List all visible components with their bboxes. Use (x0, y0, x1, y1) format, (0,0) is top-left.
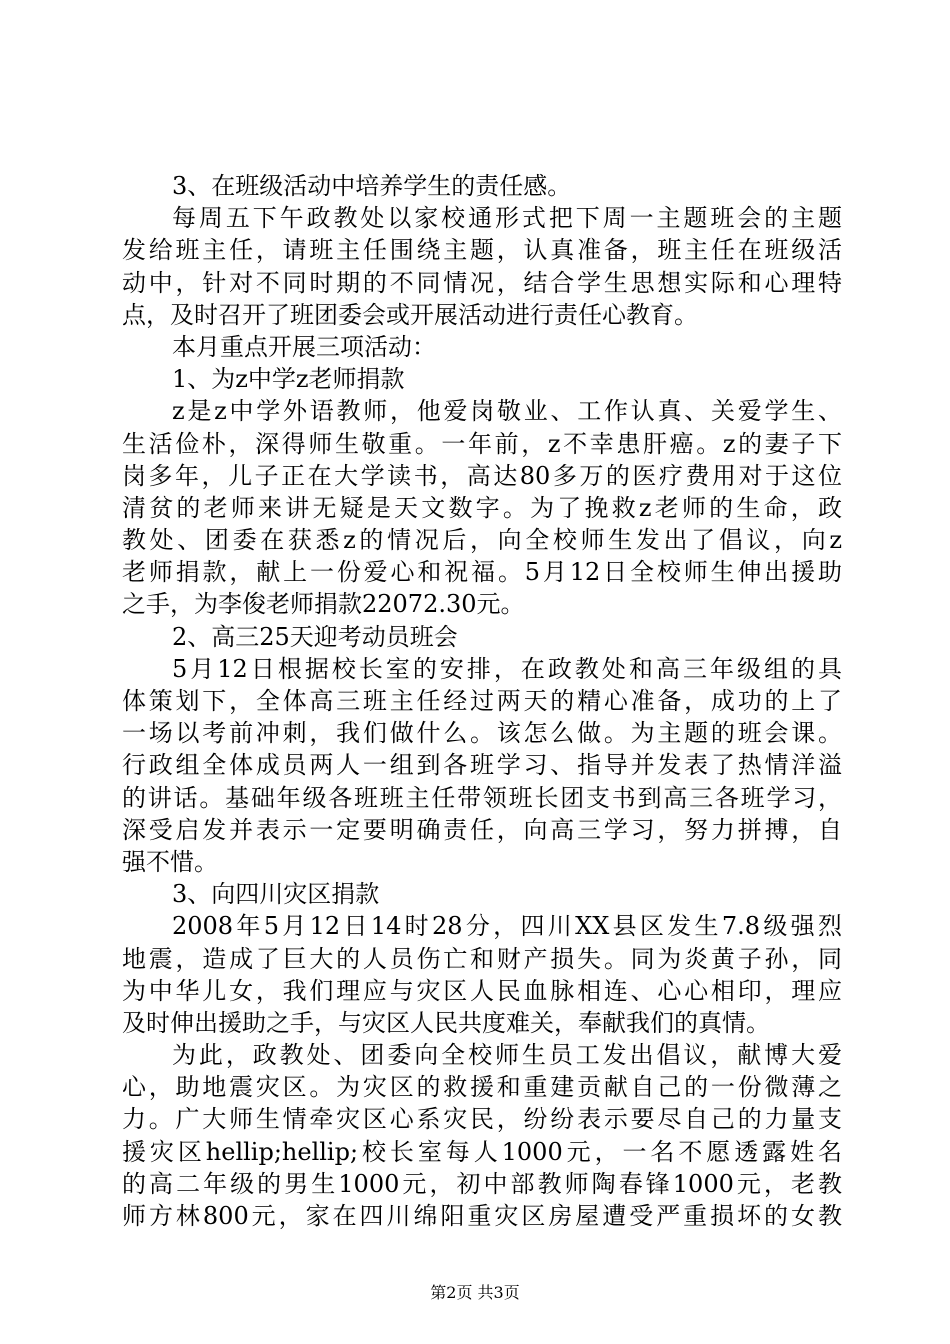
text-line: 行政组全体成员两人一组到各班学习、指导并发表了热情洋溢 (122, 751, 842, 780)
text-line: 心，助地震灾区。为灾区的救援和重建贡献自己的一份微薄之 (122, 1073, 842, 1102)
text-line: 生活俭朴，深得师生敬重。一年前，z不幸患肝癌。z的妻子下 (122, 429, 842, 458)
text-line: 师方林800元，家在四川绵阳重灾区房屋遭受严重损坏的女教 (122, 1202, 842, 1230)
text-line: 清贫的老师来讲无疑是天文数字。为了挽救z老师的生命，政 (122, 493, 842, 522)
text-line: 为此，政教处、团委向全校师生员工发出倡议，献博大爱 (172, 1041, 842, 1070)
text-line: 地震，造成了巨大的人员伤亡和财产损失。同为炎黄子孙，同 (122, 944, 842, 973)
text-line: 为中华儿女，我们理应与灾区人民血脉相连、心心相印，理应 (122, 976, 842, 1005)
text-line: 援灾区hellip;hellip;校长室每人1000元，一名不愿透露姓名 (122, 1137, 842, 1166)
text-line: 深受启发并表示一定要明确责任，向高三学习，努力拼搏，自 (122, 815, 842, 844)
text-line: 力。广大师生情牵灾区心系灾民，纷纷表示要尽自己的力量支 (122, 1105, 842, 1134)
text-line: 教处、团委在获悉z的情况后，向全校师生发出了倡议，向z (122, 526, 842, 555)
text-line: 及时伸出援助之手，与灾区人民共度难关，奉献我们的真情。 (122, 1008, 770, 1037)
text-line: 1、为z中学z老师捐款 (172, 365, 405, 394)
text-line: 点，及时召开了班团委会或开展活动进行责任心教育。 (122, 300, 698, 329)
document-body (122, 170, 842, 1232)
text-line: 2、高三25天迎考动员班会 (172, 622, 458, 651)
text-line: 动中，针对不同时期的不同情况，结合学生思想实际和心理特 (122, 268, 842, 297)
text-line: 体策划下，全体高三班主任经过两天的精心准备，成功的上了 (122, 687, 842, 715)
text-line: 每周五下午政教处以家校通形式把下周一主题班会的主题 (172, 204, 842, 233)
text-line: 2008年5月12日14时28分，四川XX县区发生7.8级强烈 (172, 912, 842, 941)
text-line: 本月重点开展三项活动： (172, 332, 436, 361)
text-line: 3、在班级活动中培养学生的责任感。 (172, 172, 572, 200)
text-line: 之手，为李俊老师捐款22072.30元。 (122, 590, 525, 619)
text-line: 的高二年级的男生1000元，初中部教师陶春锋1000元，老教 (122, 1169, 842, 1198)
text-line: 强不惜。 (122, 847, 218, 876)
text-line: 老师捐款，献上一份爱心和祝福。5月12日全校师生伸出援助 (122, 558, 842, 587)
text-line: 的讲话。基础年级各班班主任带领班长团支书到高三各班学习， (122, 783, 842, 812)
text-line: 发给班主任，请班主任围绕主题，认真准备，班主任在班级活 (122, 236, 842, 265)
text-line: z是z中学外语教师，他爱岗敬业、工作认真、关爱学生、 (172, 397, 842, 426)
text-line: 3、向四川灾区捐款 (172, 880, 380, 909)
text-line: 岗多年，儿子正在大学读书，高达80多万的医疗费用对于这位 (122, 461, 842, 490)
text-line: 5月12日根据校长室的安排，在政教处和高三年级组的具 (172, 654, 842, 683)
text-line: 一场以考前冲刺，我们做什么。该怎么做。为主题的班会课。 (122, 719, 842, 748)
page-footer: 第2页 共3页 (430, 1283, 520, 1302)
